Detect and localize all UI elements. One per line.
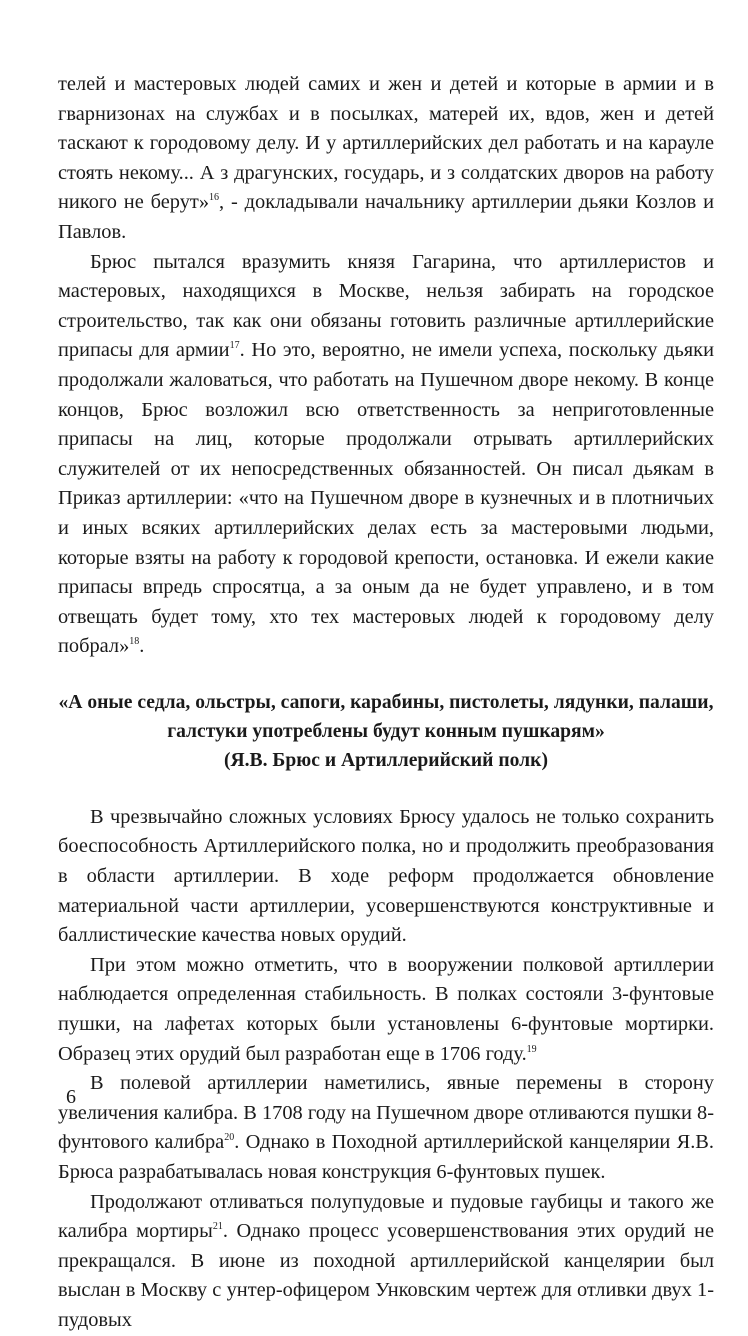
paragraph-3 [58,803,714,951]
paragraph-text: . [139,635,145,658]
paragraph-text: Продолжают отливаться полупудовые и пудовые гаубицы и такого же калибра мортиры [58,1190,714,1243]
heading-line: «А оные седла, ольстры, сапоги, карабины, пистолеты, лядунки, палаши, [58,691,714,713]
paragraph-text: При этом можно отметить, что в вооружении полковой артиллерии наблюдается определенная стабильность. В полках состояли 3-фунтовые пушки, на лафетах которых были установлены 6-фунтовые мортирки. Образец этих орудий был разработан еще в 1706 году. [58,953,714,1065]
paragraph-6 [58,1188,714,1336]
paragraph-text: В полевой артиллерии наметились, явные перемены в сторону увеличения калибра. В 1708 году на Пушечном дворе отливаются пушки 8-фунтового калибра [58,1072,714,1154]
paragraph-text: В чрезвычайно сложных условиях Брюсу удалось не только сохранить боеспособность Артиллерийского полка, но и продолжить преобразования в области артиллерии. В ходе реформ продолжается обновление материальной части артиллерии, усовершенствуются конструктивные и баллистические качества новых орудий. [58,805,714,947]
paragraph-text: телей и мастеровых людей самих и жен и детей и которые в армии и в гварнизонах на службах и в посылках, матерей их, вдов, жен и детей таскают к городовому делу. И у артиллерийских дел работать и на карауле стоять некому... А з драгунских, государь, и з солдатских дворов на работу никого не берут» [58,73,714,214]
footnote-ref[interactable]: 18 [129,636,140,648]
footnote-ref[interactable]: 16 [209,192,220,204]
paragraph-text: . Но это, вероятно, не имели успеха, поскольку дьяки продолжали жаловаться, что работать на Пушечном дворе некому. В конце концов, Брюс возложил всю ответственность за неприготовленные припасы на лиц, которые продолжали отрывать артиллерийских служителей от их непосредственных обязанностей. Он писал дьякам в Приказ артиллерии: «что на Пушечном дворе в кузнечных и в плотничьих и иных всяких артиллерийских делах есть за мастеровыми людьми, которые взяты на работу к городовой крепости, остановка. И ежели какие припасы впредь спросятца, а за оным да не будет управлено, и в том отвещать будет тому, хто тех мастеровых людей к городовому делу побрал» [58,339,715,658]
section-heading [58,688,714,775]
page-number: 6 [66,1086,76,1108]
footnote-ref[interactable]: 19 [526,1043,537,1055]
paragraph-text: . Однако в Походной артиллерийской канцелярии Я.В. Брюса разрабатывалась новая конструкция 6-фунтовых пушек. [58,1131,714,1183]
paragraph-text: Брюс пытался вразумить князя Гагарина, что артиллеристов и мастеровых, находящихся в Москве, нельзя забирать на городское строительство, так как они обязаны готовить различные артиллерийские припасы для армии [58,250,714,362]
footnote-ref[interactable]: 17 [229,340,240,352]
footnote-ref[interactable]: 21 [212,1221,223,1233]
paragraph-text: , - докладывали начальнику артиллерии дьяки Козлов и Павлов. [58,191,715,243]
footnote-ref[interactable]: 20 [224,1132,235,1144]
heading-subtitle: (Я.В. Брюс и Артиллерийский полк) [223,749,548,771]
heading-line: галстуки употреблены будут конным пушкарям» [167,720,605,742]
paragraph-1 [58,70,714,248]
paragraph-4 [58,951,714,1069]
paragraph-text: . Однако процесс усовершенствования этих орудий не прекращался. В июне из походной артиллерийской канцелярии был выслан в Москву с унтер-офицером Унковским чертеж для отливки двух 1-пудовых [58,1220,714,1331]
paragraph-5 [58,1069,714,1187]
paragraph-2 [58,248,714,662]
